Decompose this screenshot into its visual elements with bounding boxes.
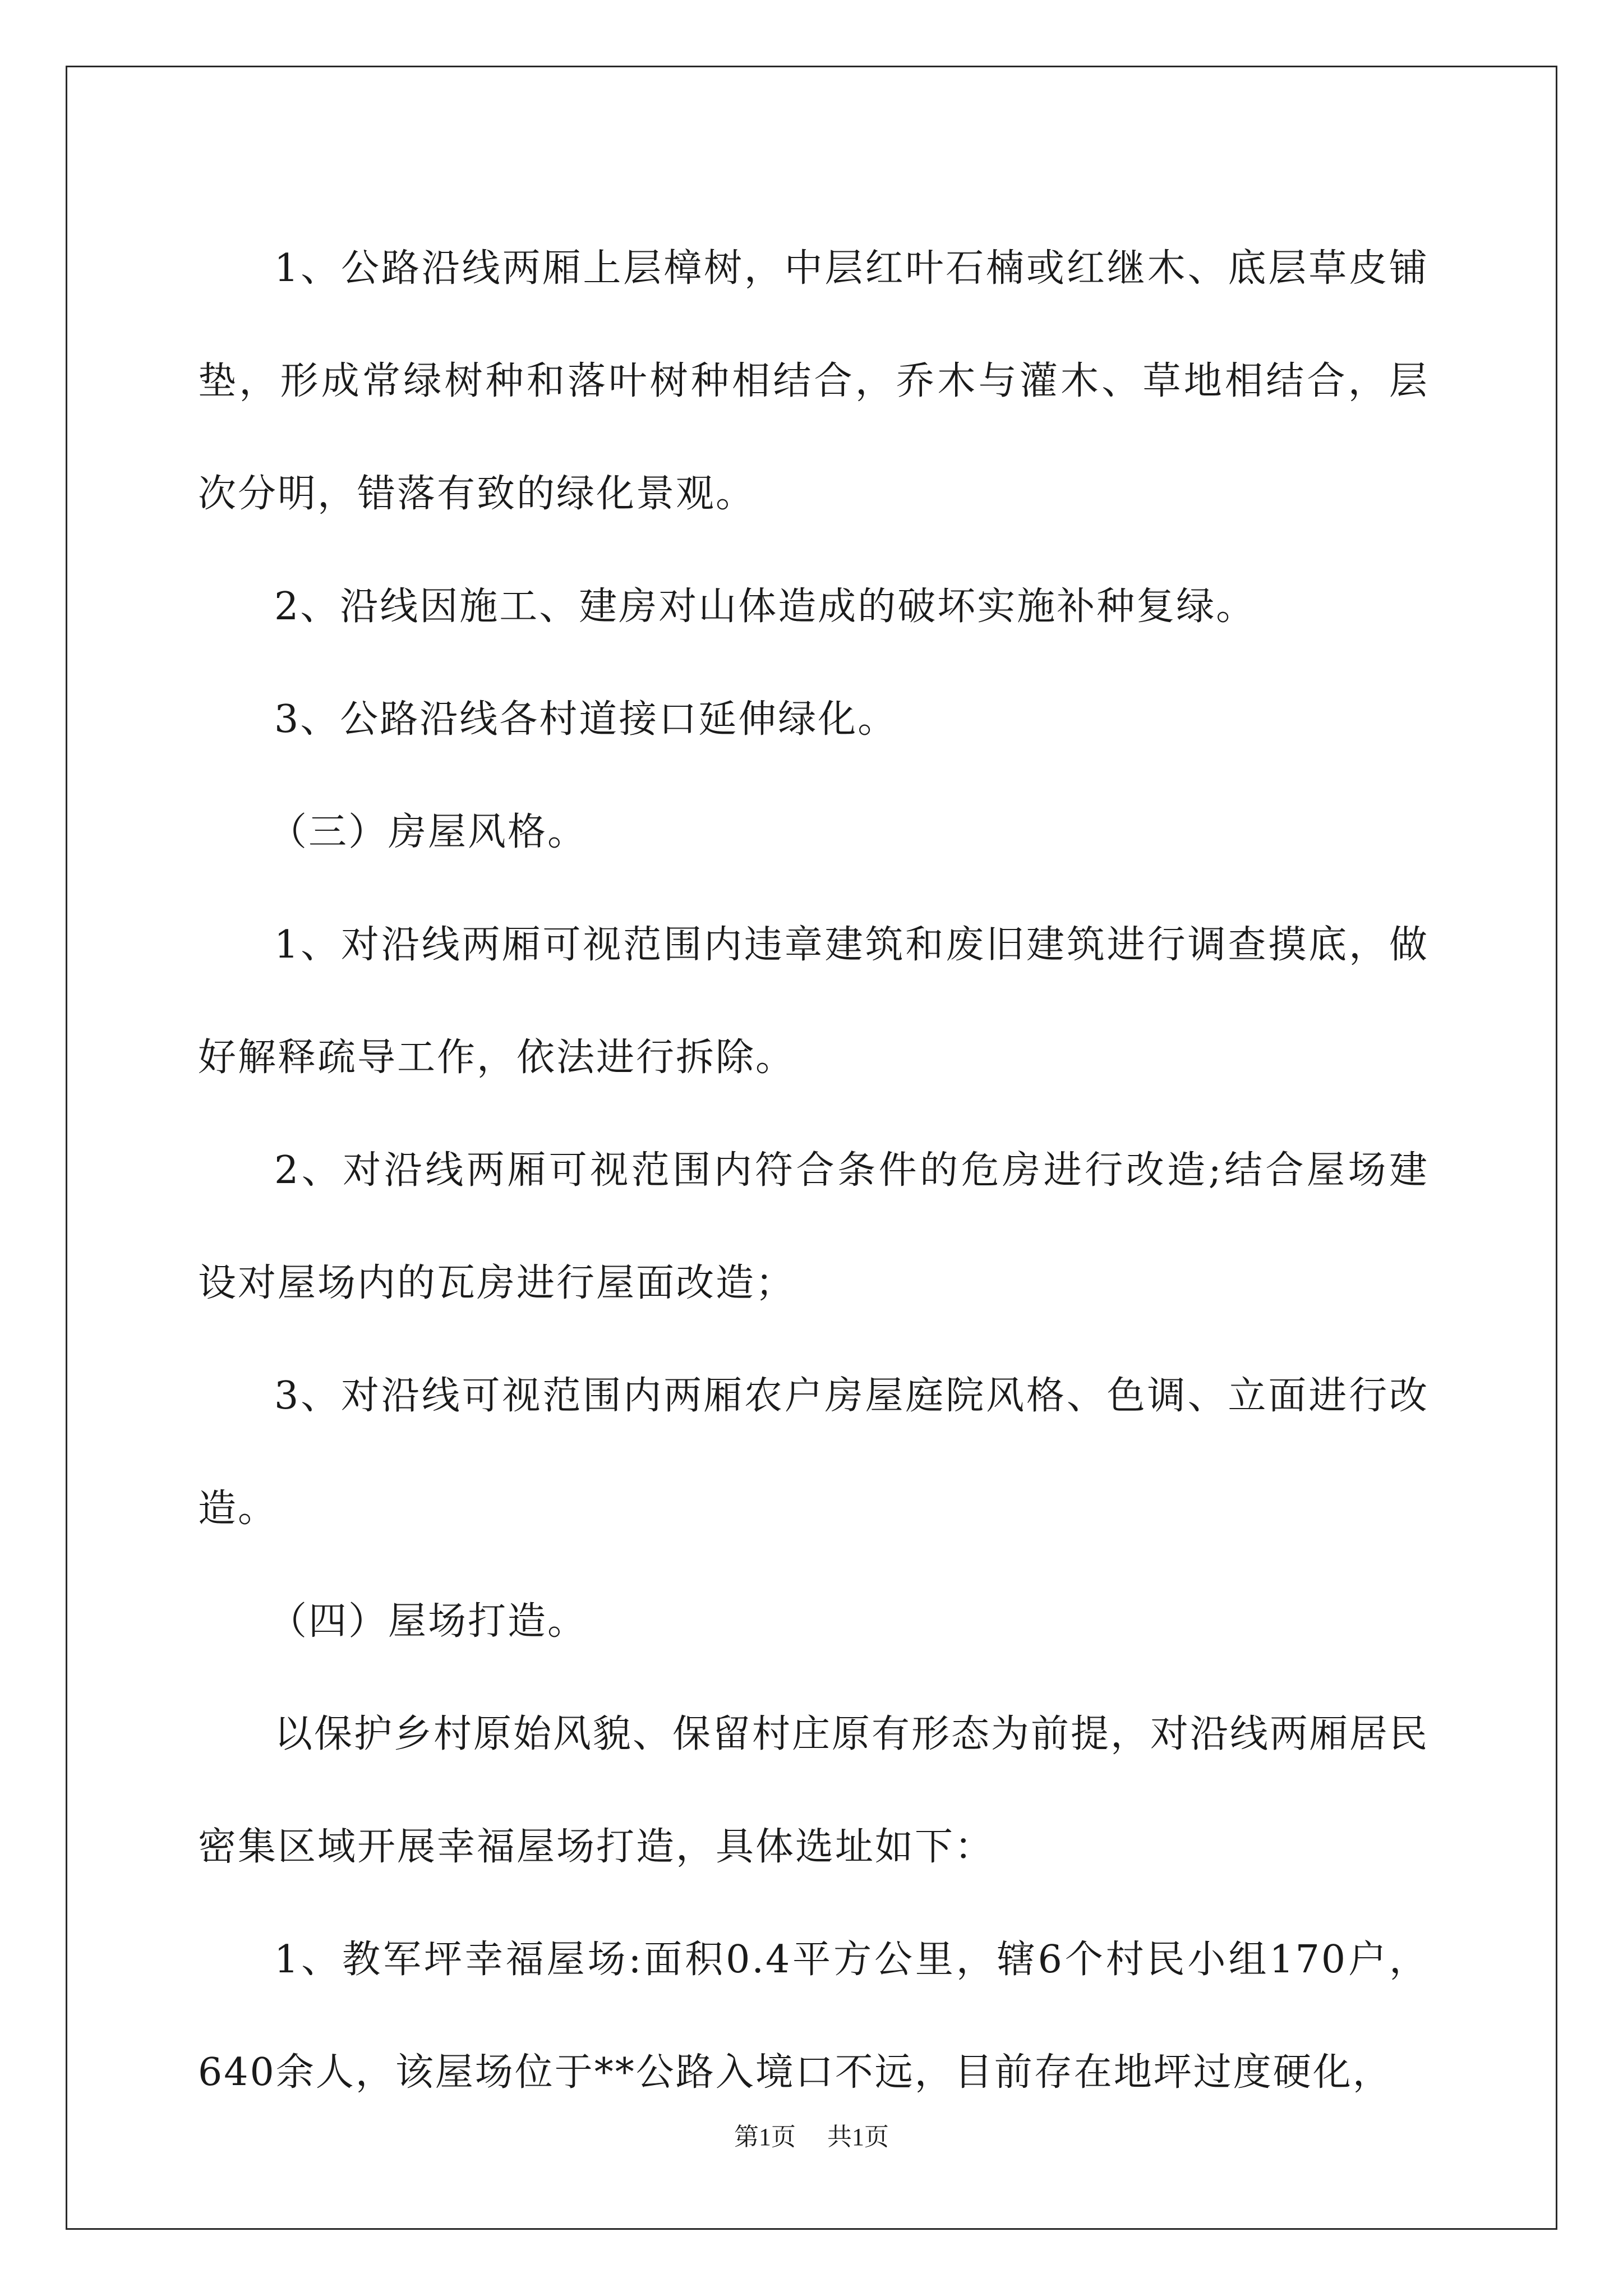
page-number-total: 共1页: [827, 2123, 889, 2151]
section-heading-house-style: （三）房屋风格。: [269, 810, 588, 854]
paragraph-dangerous-house-renovation: 2、对沿线两厢可视范围内符合条件的危房进行改造;结合屋场建设对屋场内的瓦房进行屋面改造；: [198, 1148, 1429, 1305]
paragraph-greening-layers: 1、公路沿线两厢上层樟树，中层红叶石楠或红继木、底层草皮铺垫，形成常绿树种和落叶树种相结合，乔木与灌木、草地相结合，层次分明，错落有致的绿化景观。: [198, 246, 1429, 516]
paragraph-facade-renovation: 3、对沿线可视范围内两厢农户房屋庭院风格、色调、立面进行改造。: [198, 1374, 1429, 1531]
document-body: [198, 212, 1429, 2129]
paragraph-village-road-greening: 3、公路沿线各村道接口延伸绿化。: [274, 697, 898, 742]
paragraph-demolition: 1、对沿线两厢可视范围内违章建筑和废旧建筑进行调查摸底，做好解释疏导工作，依法进行拆除。: [198, 923, 1429, 1080]
page-number-current: 第1页: [734, 2123, 796, 2151]
paragraph-site-selection: 以保护乡村原始风貌、保留村庄原有形态为前提，对沿线两厢居民密集区域开展幸福屋场打造，具体选址如下：: [198, 1712, 1430, 1869]
paragraph-replanting: 2、沿线因施工、建房对山体造成的破坏实施补种复绿。: [274, 585, 1256, 629]
page-footer: [0, 2120, 1623, 2154]
paragraph-jiaojunping-settlement: 1、教军坪幸福屋场:面积0.4平方公里，辖6个村民小组170户，640余人，该屋场位于**公路入境口不远，目前存在地坪过度硬化，: [198, 1938, 1429, 2095]
section-heading-settlement-building: （四）屋场打造。: [269, 1599, 588, 1644]
